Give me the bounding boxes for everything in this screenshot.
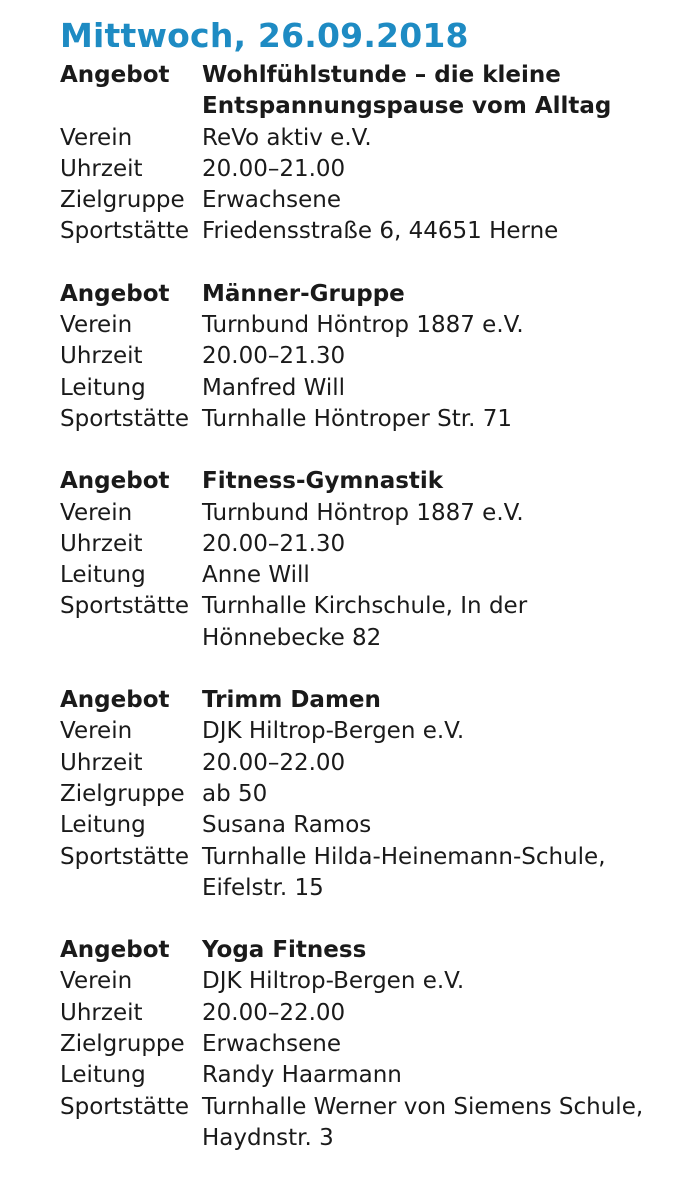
field-label: Angebot bbox=[60, 62, 170, 88]
detail-row bbox=[60, 404, 700, 435]
field-label: Uhrzeit bbox=[60, 999, 143, 1026]
field-value: ReVo aktiv e.V. bbox=[202, 124, 372, 151]
field-label: Verein bbox=[60, 968, 133, 995]
field-value: Männer-Gruppe bbox=[202, 280, 405, 307]
detail-row bbox=[60, 529, 700, 560]
field-value: Manfred Will bbox=[202, 374, 346, 401]
field-value: Turnbund Höntrop 1887 e.V. bbox=[202, 499, 524, 526]
detail-row bbox=[60, 810, 700, 841]
field-label: Verein bbox=[60, 124, 133, 151]
detail-row bbox=[60, 748, 700, 779]
field-label: Uhrzeit bbox=[60, 749, 143, 776]
field-label: Leitung bbox=[60, 562, 146, 589]
field-label: Verein bbox=[60, 312, 133, 339]
field-label: Sportstätte bbox=[60, 1093, 190, 1120]
field-label: Sportstätte bbox=[60, 843, 190, 870]
offer-entry bbox=[60, 466, 700, 654]
field-label: Angebot bbox=[60, 468, 170, 495]
field-value: Wohlfühlstunde – die kleine Entspannungspause vom Alltag bbox=[202, 62, 612, 120]
offer-entry bbox=[60, 685, 700, 904]
detail-row bbox=[60, 716, 700, 747]
field-value: Turnbund Höntrop 1887 e.V. bbox=[202, 312, 524, 339]
detail-row bbox=[60, 998, 700, 1029]
offer-title-row bbox=[60, 279, 700, 310]
detail-row bbox=[60, 591, 700, 654]
field-value: 20.00–22.00 bbox=[202, 999, 346, 1026]
field-value: 20.00–21.30 bbox=[202, 343, 346, 370]
offer-title-row bbox=[60, 60, 700, 123]
offer-title-row bbox=[60, 685, 700, 716]
detail-row bbox=[60, 779, 700, 810]
detail-row bbox=[60, 1060, 700, 1091]
field-value: DJK Hiltrop-Bergen e.V. bbox=[202, 718, 465, 745]
field-value: 20.00–21.00 bbox=[202, 155, 346, 182]
detail-row bbox=[60, 1029, 700, 1060]
field-value: Turnhalle Kirchschule, In der Hönnebecke 82 bbox=[202, 593, 528, 651]
offer-entry bbox=[60, 279, 700, 435]
field-value: Randy Haarmann bbox=[202, 1062, 402, 1089]
detail-row bbox=[60, 498, 700, 529]
field-value: Turnhalle Hilda-Heinemann-Schule, Eifelstr. 15 bbox=[202, 843, 606, 901]
field-label: Zielgruppe bbox=[60, 1031, 185, 1058]
date-heading: Mittwoch, 26.09.2018 bbox=[60, 16, 469, 55]
field-label: Zielgruppe bbox=[60, 780, 185, 807]
field-value: Erwachsene bbox=[202, 187, 341, 214]
field-label: Leitung bbox=[60, 374, 146, 401]
field-value: Fitness-Gymnastik bbox=[202, 468, 444, 495]
field-value: Turnhalle Werner von Siemens Schule, Haydnstr. 3 bbox=[202, 1093, 644, 1151]
offer-entry bbox=[60, 935, 700, 1154]
field-label: Leitung bbox=[60, 1062, 146, 1089]
field-label: Angebot bbox=[60, 937, 170, 964]
field-value: Erwachsene bbox=[202, 1031, 341, 1058]
detail-row bbox=[60, 310, 700, 341]
detail-row bbox=[60, 842, 700, 905]
field-value: Yoga Fitness bbox=[202, 937, 367, 964]
detail-row bbox=[60, 560, 700, 591]
field-label: Verein bbox=[60, 499, 133, 526]
detail-row bbox=[60, 966, 700, 997]
field-value: DJK Hiltrop-Bergen e.V. bbox=[202, 968, 465, 995]
field-label: Angebot bbox=[60, 280, 170, 307]
entry-list bbox=[60, 60, 700, 1154]
field-value: Trimm Damen bbox=[202, 687, 381, 714]
field-value: Susana Ramos bbox=[202, 812, 372, 839]
offer-title-row bbox=[60, 466, 700, 497]
field-label: Sportstätte bbox=[60, 218, 190, 245]
field-label: Uhrzeit bbox=[60, 530, 143, 557]
field-label: Angebot bbox=[60, 687, 170, 714]
detail-row bbox=[60, 154, 700, 185]
field-label: Sportstätte bbox=[60, 593, 190, 620]
detail-row bbox=[60, 341, 700, 372]
field-label: Verein bbox=[60, 718, 133, 745]
field-value: Turnhalle Höntroper Str. 71 bbox=[202, 405, 513, 432]
field-label: Uhrzeit bbox=[60, 155, 143, 182]
detail-row bbox=[60, 123, 700, 154]
offer-title-row bbox=[60, 935, 700, 966]
field-label: Uhrzeit bbox=[60, 343, 143, 370]
detail-row bbox=[60, 1092, 700, 1155]
field-value: ab 50 bbox=[202, 780, 268, 807]
field-value: 20.00–22.00 bbox=[202, 749, 346, 776]
detail-row bbox=[60, 373, 700, 404]
offer-entry bbox=[60, 60, 700, 248]
field-value: Friedensstraße 6, 44651 Herne bbox=[202, 218, 559, 245]
field-label: Leitung bbox=[60, 812, 146, 839]
field-label: Zielgruppe bbox=[60, 187, 185, 214]
field-label: Sportstätte bbox=[60, 405, 190, 432]
detail-row bbox=[60, 185, 700, 216]
field-value: Anne Will bbox=[202, 562, 310, 589]
detail-row bbox=[60, 216, 700, 247]
field-value: 20.00–21.30 bbox=[202, 530, 346, 557]
